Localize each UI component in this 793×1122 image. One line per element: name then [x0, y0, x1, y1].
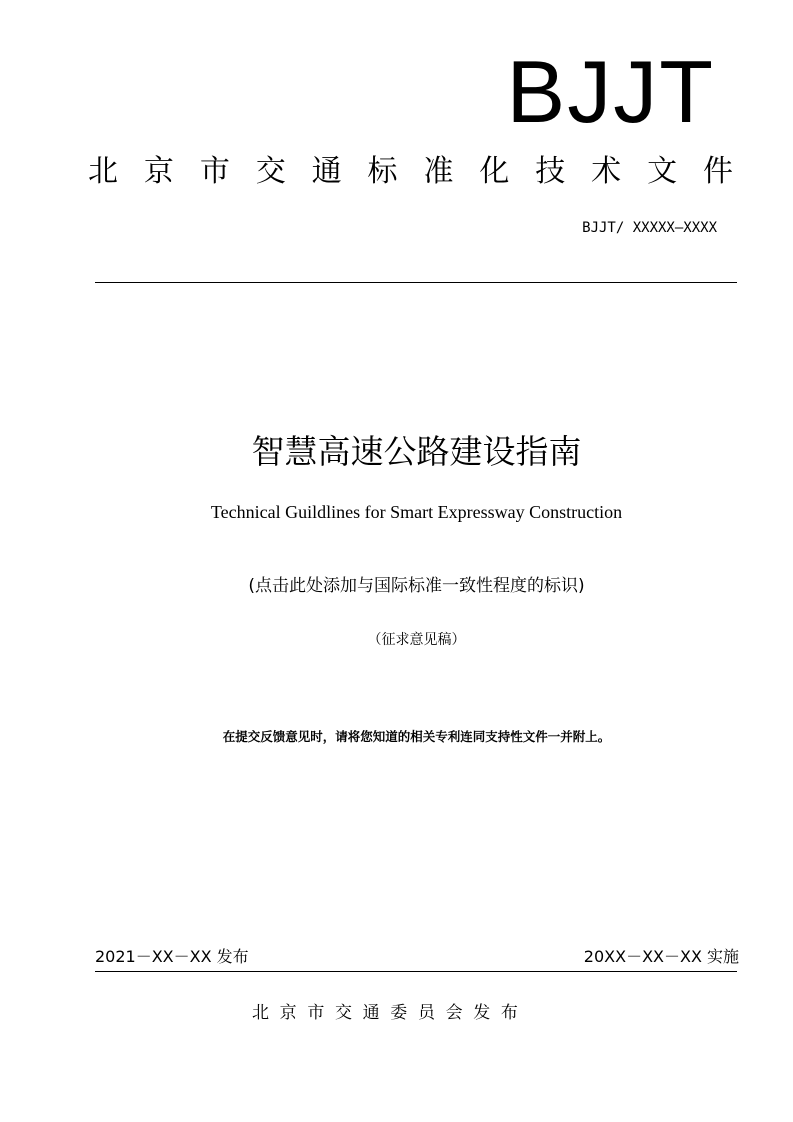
org-char: 通: [311, 154, 342, 189]
org-char: 件: [702, 154, 733, 189]
publisher-char: 布: [500, 1003, 518, 1023]
bjjt-logo: BJJT: [506, 42, 715, 141]
draft-status: （征求意见稿）: [367, 632, 466, 648]
consistency-note[interactable]: (点击此处添加与国际标准一致性程度的标识): [248, 576, 585, 596]
effective-date: 20XX－XX－XX 实施: [583, 947, 739, 966]
publisher-char: 市: [307, 1003, 325, 1023]
publisher-char: 发: [473, 1003, 491, 1023]
publisher-line: [252, 1001, 518, 1025]
publisher-char: 京: [279, 1003, 297, 1023]
org-char: 北: [88, 154, 118, 189]
bottom-divider: [95, 971, 737, 972]
org-name-line: [88, 152, 733, 192]
org-char: 市: [199, 154, 230, 189]
org-char: 交: [255, 154, 286, 189]
publisher-char: 委: [390, 1003, 408, 1023]
org-char: 京: [143, 154, 174, 189]
document-number: BJJT/ XXXXX—XXXX: [582, 220, 717, 236]
publisher-char: 会: [445, 1003, 463, 1023]
patent-notice: 在提交反馈意见时，请将您知道的相关专利连同支持性文件一并附上。: [222, 729, 611, 744]
org-char: 技: [535, 154, 566, 189]
org-char: 化: [479, 154, 510, 189]
publisher-char: 通: [362, 1003, 380, 1023]
org-char: 准: [423, 154, 454, 189]
org-char: 标: [367, 154, 398, 189]
chinese-title: 智慧高速公路建设指南: [251, 432, 582, 471]
publisher-char: 员: [417, 1003, 435, 1023]
release-date: 2021－XX－XX 发布: [95, 947, 249, 966]
publisher-char: 北: [252, 1003, 269, 1023]
english-title: Technical Guildlines for Smart Expressway Construction: [210, 502, 623, 522]
publisher-char: 交: [334, 1003, 352, 1023]
org-char: 术: [591, 154, 622, 189]
top-divider: [95, 282, 737, 283]
org-char: 文: [647, 154, 678, 189]
